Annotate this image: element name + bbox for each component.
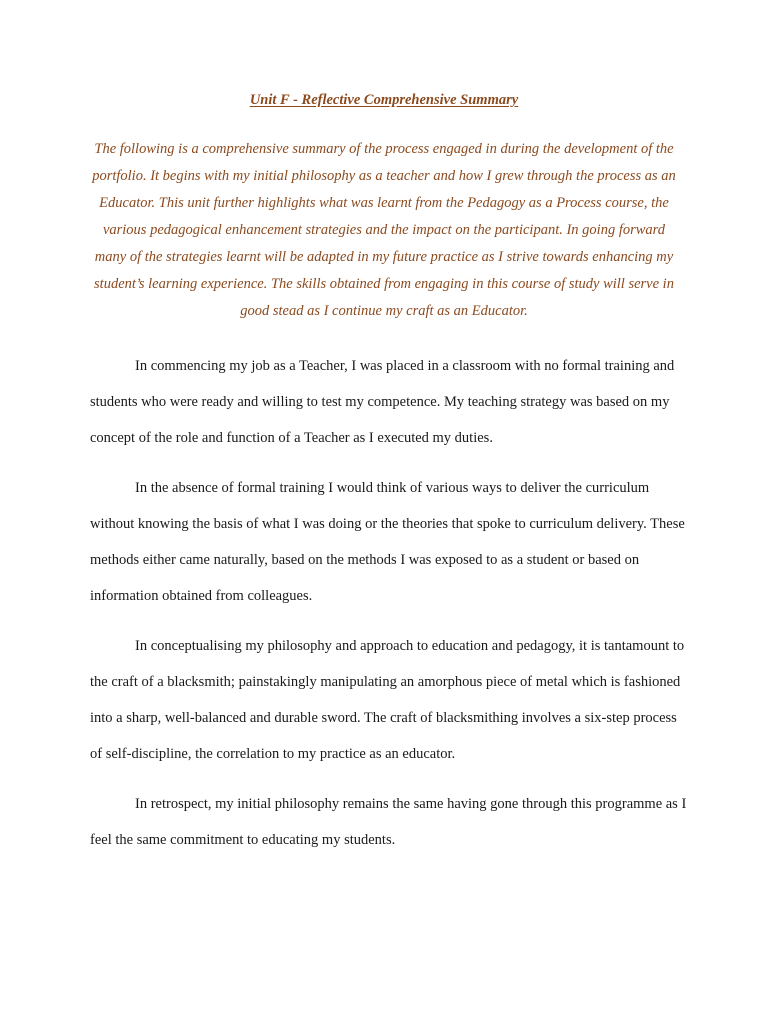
document-body — [90, 348, 690, 872]
intro-summary: The following is a comprehensive summary of the process engaged in during the development of the portfolio. It begins with my initial philosophy as a teacher and how I grew through the process as an Educator. This unit further highlights what was learnt from the Pedagogy as a Process course, the various pedagogical enhancement strategies and the impact on the participant. In going forward many of the strategies learnt will be adapted in my future practice as I strive towards enhancing my student’s learning experience. The skills obtained from engaging in this course of study will serve in good stead as I continue my craft as an Educator. — [92, 141, 676, 319]
body-paragraph: In the absence of formal training I would think of various ways to deliver the curriculum without knowing the basis of what I was doing or the theories that spoke to curriculum delivery. These methods either came naturally, based on the methods I was exposed to as a student or based on information obtained from colleagues. — [90, 480, 685, 604]
document-title: Unit F - Reflective Comprehensive Summary — [249, 92, 519, 108]
body-paragraph: In conceptualising my philosophy and approach to education and pedagogy, it is tantamount to the craft of a blacksmith; painstakingly manipulating an amorphous piece of metal which is fashioned into a sharp, well-balanced and durable sword. The craft of blacksmithing involves a six-step process of self-discipline, the correlation to my practice as an educator. — [90, 638, 685, 762]
body-paragraph: In retrospect, my initial philosophy remains the same having gone through this programme as I feel the same commitment to educating my students. — [90, 796, 687, 848]
body-paragraph: In commencing my job as a Teacher, I was placed in a classroom with no formal training and students who were ready and willing to test my competence. My teaching strategy was based on my concept of the role and function of a Teacher as I executed my duties. — [90, 358, 675, 446]
